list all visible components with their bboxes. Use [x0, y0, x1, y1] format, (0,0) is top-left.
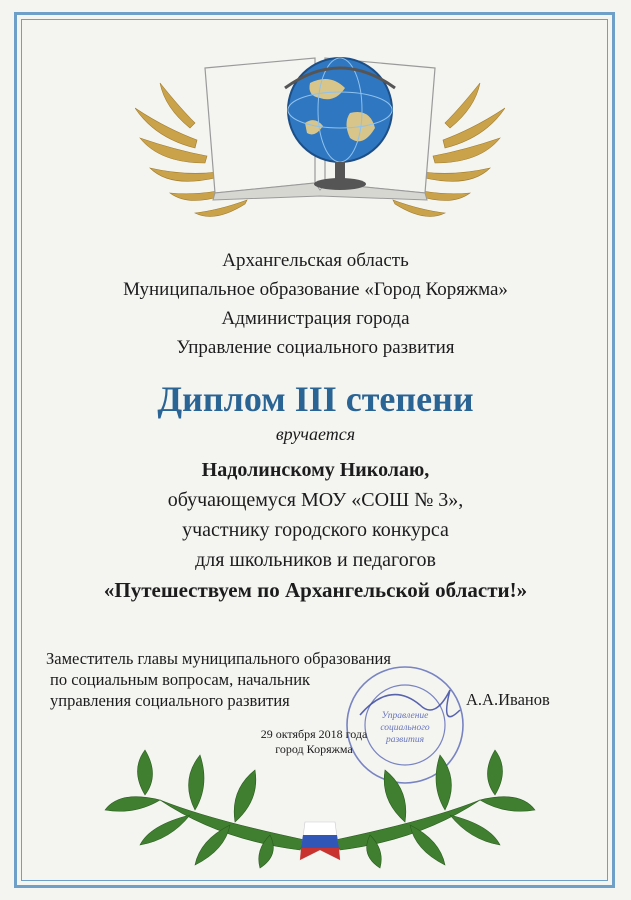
issuer-header — [40, 246, 591, 362]
signatory-line-2: по социальным вопросам, начальник — [50, 670, 311, 689]
signatory-name: А.А.Иванов — [466, 690, 550, 709]
diploma-title: Диплом III степени — [157, 379, 474, 419]
issue-place: город Коряжма — [275, 742, 353, 756]
globe-book-emblem-icon — [135, 28, 505, 228]
header-administration: Администрация города — [221, 308, 410, 329]
recipient-school: обучающемуся МОУ «СОШ № 3», — [167, 489, 464, 511]
signatory-line-3: управления социального развития — [50, 691, 290, 710]
award-body — [30, 455, 601, 605]
signatory-line-1: Заместитель главы муниципального образования — [46, 649, 391, 668]
contest-name: «Путешествуем по Архангельской области!» — [103, 578, 528, 602]
awarded-subtitle: вручается — [275, 424, 356, 444]
header-municipality: Муниципальное образование «Город Коряжма» — [123, 279, 508, 300]
recipient-audience: для школьников и педагогов — [195, 549, 436, 571]
header-region: Архангельская область — [222, 250, 409, 271]
stamp-text-line-3: развития — [385, 735, 425, 745]
laurel-ribbon-icon — [100, 740, 540, 870]
header-department: Управление социального развития — [176, 337, 455, 358]
recipient-name: Надолинскому Николаю, — [201, 459, 430, 481]
stamp-text-line-1: Управление — [381, 711, 429, 721]
recipient-role: участнику городского конкурса — [182, 519, 449, 541]
issue-date: 29 октября 2018 года — [260, 727, 368, 741]
stamp-text-line-2: социального — [380, 723, 430, 733]
